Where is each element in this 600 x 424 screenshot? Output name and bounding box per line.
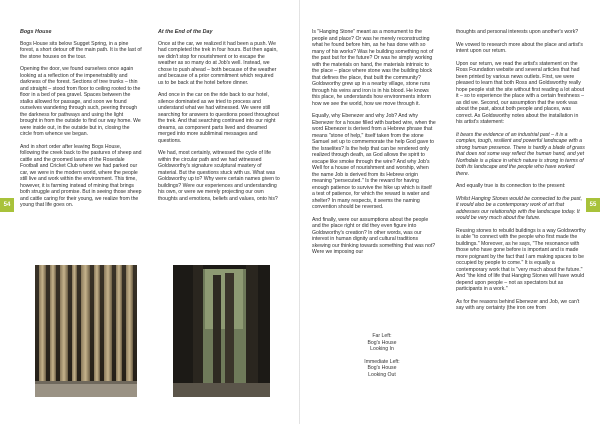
quote: It bears the evidence of an industrial past – it is a complex, tough, resilient and powerful landscape with a strong human presence. There is hardly a blade of grass that does not some way reflect the human hand, and yet Northdale is a place in which nature is strong in terms of both its landscape and the people who have worked there.: [456, 131, 585, 177]
paragraph: And once in the car on the ride back to our hotel, silence dominated as we tried to process and understand what we had witnessed. We were still searching for answers to questions posed throughout the trek. And that searching continued into our night dreams, as component parts lived and dreamed merged into more subliminal messages and questions.: [158, 92, 279, 144]
page-number-left: 54: [0, 198, 14, 212]
paragraph: We vowed to research more about the place and artist's intent upon our return.: [456, 41, 583, 54]
caption-far-left-desc: Looking In: [370, 346, 394, 352]
section-heading-end-of-day: At the End of the Day: [158, 29, 213, 35]
paragraph: And in short order after leaving Bogs House, following the creek back to the pastures of sheep and cattle and the groomed lawns of the Rosedale Football and Cricket Club where we had parked our car, we were in the modern world, where the people still live and work within the environment. This time, however, it is farming instead of mining that brings both struggle and promise. But in seeing those sheep and cattle caring for their young, we realize from the young that life goes on.: [20, 143, 142, 208]
tree-trunks-illustration: [35, 265, 137, 397]
caption-far-left-label: Far Left:: [372, 333, 392, 339]
paragraph: And finally, were our assumptions about the people and the place right or did they even figure into Goldsworthy's creation? In other words, was our interest in human dignity and cultural traditions skewing our thinking towards something that was not? Were we imposing our: [312, 216, 436, 255]
paragraph: We had, most certainly, witnessed the cycle of life within the circular path and we had witnessed Goldsworthy's signature sculptural mastery of material. But the questions stuck with us. What was Goldsworthy up to? Why were certain names given to buildings? Were our experiences and understanding his own, or were we merely projecting our own thoughts and emotions, beliefs and values, onto his?: [158, 150, 280, 202]
right-column-1: [312, 29, 436, 262]
caption-immediate-left-desc: Looking Out: [368, 371, 396, 378]
paragraph: Is "Hanging Stone" meant as a monument to the people and place? Or was he merely reconstructing what he found before him, as he has done with so many of his works? Was he building something not of the past but for the future? Or was he simply working with the materials on hand, the materials intrinsic to the place – place where stone was the building block that defines the place, that built the community? Goldsworthy grew up in a nearby village, stone runs through his veins and iron is in his blood. He knows this place, he understands how environments inform how we see the world, how we move through it.: [312, 29, 434, 107]
paragraph: Equally, why Ebenezer and why Job? And why Ebenezer for a house filled with barbed wire, when the word Ebenezer is derived from a Hebrew phrase that means "stone of help," itself taken from the stone Samuel set up to commemorate the help God gave to the Israelites? Is the help that can be rendered only realized through death, as God allows the spirit to escape like smoke through the wire? And why Job's Well for a house of nourishment and worship, when the name Job is derived from its Hebrew origin meaning "persecuted." Is the reward for having enough patience to survive the hike up which is itself a test of patience, for which the reward is water and shelter? In many respects, it seems the naming convention should be reversed.: [312, 113, 436, 210]
right-column-2: [456, 29, 586, 318]
left-column-2: [158, 29, 280, 208]
paragraph: Reusing stones to rebuild buildings is a way Goldsworthy is able "to connect with the people who first made the buildings." Moreover, as he says, "The resonance with those who have gone before is important and is made more poignant by the fact that I am making spaces to be occupied by people to come." It is equally a contemporary work that is "very much about the future." And "the kind of life that Hanging Stones will have would depend upon people – not as spectators but as participants in a work.": [456, 227, 586, 292]
quote: Whilst Hanging Stones would be connected to the past, it would also be a contemporary work of art that addresses our relationship with the landscape today. It would be very much about the future.: [456, 195, 583, 221]
caption-far-left-title: Bog's House: [367, 339, 397, 346]
paragraph: Upon our return, we read the artist's statement on the Ross Foundation website and several articles that had been printed by various news outlets. First, we were pleased to learn that both Ross and Goldsworthy really hope people visit the site without first reading a lot about it – so to experience the place with a certain freshness – as did we. Second, our assumption that the work was about the past, about both people and places, was correct. As Goldsworthy notes about the installation in his artist's statement:: [456, 60, 585, 125]
caption-immediate-left-title: Bog's House: [367, 365, 397, 371]
caption-immediate-left-label: Immediate Left:: [364, 358, 400, 365]
doorway-illustration: [173, 265, 270, 397]
photo-bogs-house-looking-out: [173, 265, 270, 397]
paragraph: Bogs House sits below Sugget Spring, in a pine forest, a short detour off the main path. It is the last of the stone houses on the tour.: [20, 40, 142, 60]
paragraph: thoughts and personal interests upon another's work?: [456, 29, 579, 35]
section-heading-bogs-house: Bogs House: [20, 29, 52, 35]
paragraph: As for the reasons behind Ebenezer and Job, we can't say with any certainty (the iron ore from: [456, 298, 580, 311]
paragraph: Opening the door, we found ourselves once again looking at a reflection of the impenetrability and darkness of the forest. Sections of tree trunks – thin and straight – stood from floor to ceiling rooted to the floor in a bed of pea gravel. Spaces between the stalks allowed for passage, and soon we found ourselves wandering through such, peering through the darkness for pathways and using the light brought in from the outside to find our way home. We were inside out, in the outside but in, closing the circle from whence we began.: [20, 66, 141, 137]
photo-caption: [322, 333, 442, 384]
photo-bogs-house-looking-in: [35, 265, 137, 397]
paragraph: And equally true is its connection to the present:: [456, 183, 566, 189]
page-number-right: 55: [586, 198, 600, 212]
paragraph: Once at the car, we realized it had been a push. We had completed the trek in four hours. But then again, we didn't stop for nourishment or to escape the weather as so many do at Job's well. Instead, we chose to push ahead – both because of the weather and because of a prior commitment which required us to be back at the hotel before dinner.: [158, 40, 278, 86]
left-column-1: [20, 29, 142, 215]
